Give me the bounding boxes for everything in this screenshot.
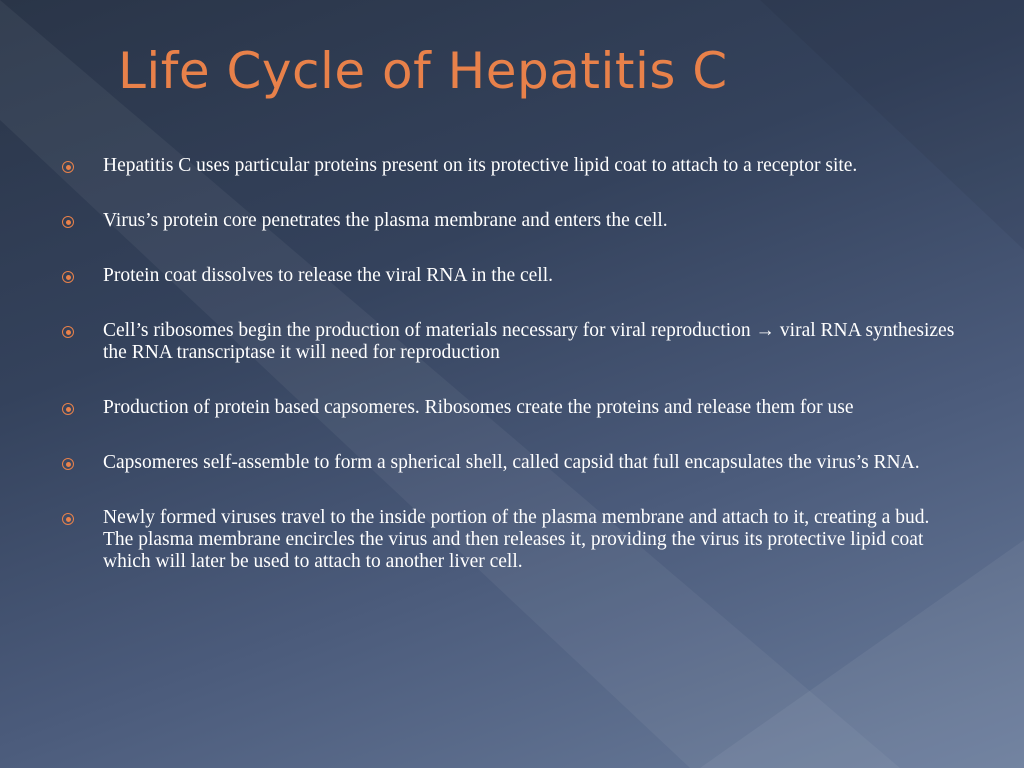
- target-bullet-icon: [62, 458, 74, 470]
- target-bullet-icon: [62, 216, 74, 228]
- target-bullet-icon: [62, 271, 74, 283]
- bullet-text: Protein coat dissolves to release the viral RNA in the cell.: [103, 265, 554, 286]
- slide-title: Life Cycle of Hepatitis C: [118, 42, 728, 100]
- bullet-item: [62, 320, 962, 364]
- bullet-item: [62, 265, 962, 287]
- bullet-list: [62, 155, 962, 606]
- target-bullet-icon: [62, 326, 74, 338]
- target-bullet-icon: [62, 161, 74, 173]
- bullet-text: Virus’s protein core penetrates the plasma membrane and enters the cell.: [103, 210, 668, 231]
- target-bullet-icon: [62, 513, 74, 525]
- bullet-text: Capsomeres self-assemble to form a spherical shell, called capsid that full encapsulates the virus’s RNA.: [103, 452, 920, 473]
- bullet-item: [62, 397, 962, 419]
- bullet-item: [62, 210, 962, 232]
- bullet-item: [62, 452, 962, 474]
- bullet-item: [62, 155, 962, 177]
- bullet-text: Production of protein based capsomeres. Ribosomes create the proteins and release them for use: [103, 397, 854, 418]
- bullet-text: Newly formed viruses travel to the inside portion of the plasma membrane and attach to it, creating a bud. The plasma membrane encircles the virus and then releases it, providing the virus its protective lipid coat which will later be used to attach to another liver cell.: [103, 507, 930, 572]
- bullet-text: Cell’s ribosomes begin the production of materials necessary for viral reproduction → viral RNA synthesizes the RNA transcriptase it will need for reproduction: [103, 320, 955, 363]
- bullet-text: Hepatitis C uses particular proteins present on its protective lipid coat to attach to a receptor site.: [103, 155, 858, 176]
- target-bullet-icon: [62, 403, 74, 415]
- bullet-item: [62, 507, 962, 573]
